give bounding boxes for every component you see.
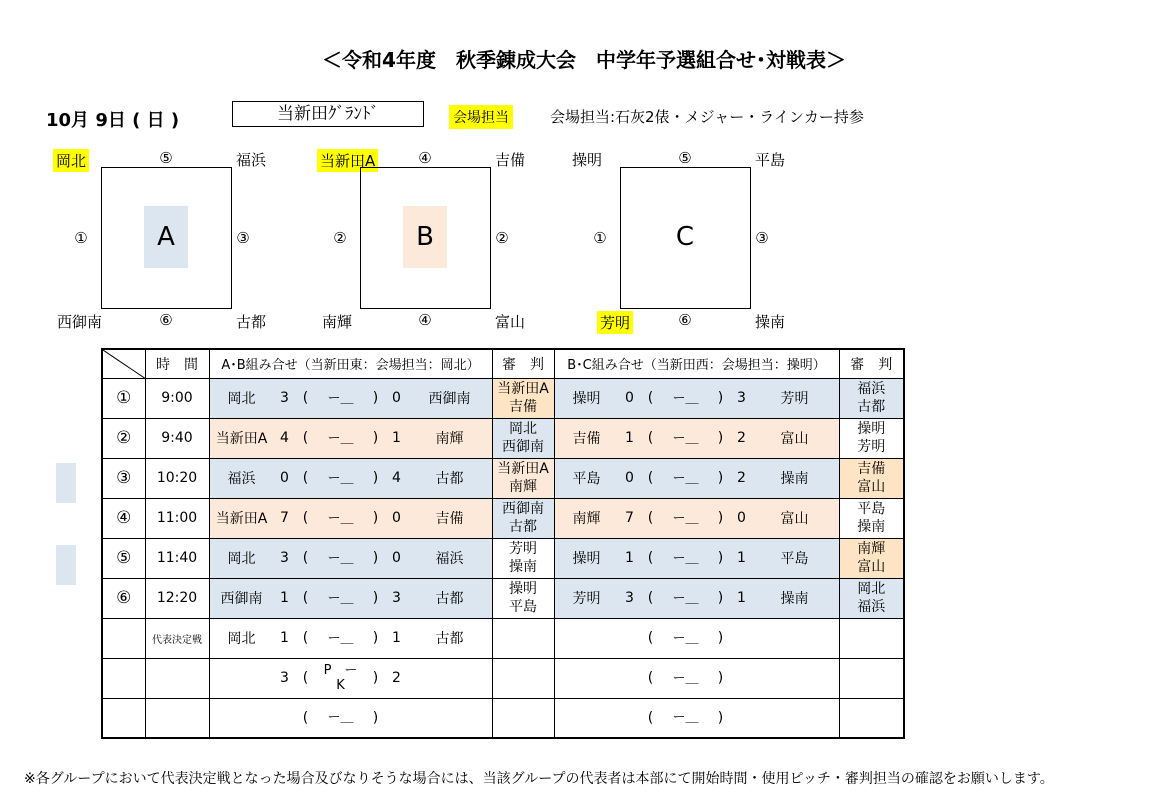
team-2: 南輝 <box>435 431 464 447</box>
team-1: 当新田A <box>215 431 268 447</box>
pk-bottom: ＿ <box>685 710 699 726</box>
team-1: 福浜 <box>227 471 256 487</box>
team-2: 古都 <box>435 591 464 607</box>
paren-close: ) <box>372 590 379 606</box>
match-cell <box>209 618 492 658</box>
pk-bottom: ＿ <box>685 550 699 566</box>
pk-score <box>661 471 711 486</box>
header-time: 時 間 <box>145 349 209 378</box>
paren-close: ) <box>372 630 379 646</box>
paren-open: ( <box>302 550 309 566</box>
score-2: 1 <box>737 590 746 606</box>
match-cell <box>554 658 839 698</box>
paren-open: ( <box>647 510 654 526</box>
team-2: 古都 <box>435 631 464 647</box>
pk-bottom: ＿ <box>685 390 699 406</box>
venue-name: 当新田ｸﾞﾗﾝﾄﾞ <box>232 101 424 127</box>
team-2: 平島 <box>780 551 809 567</box>
match-cell <box>209 458 492 498</box>
pk-score <box>316 591 366 606</box>
referee-team: 芳明 <box>509 541 537 557</box>
pk-score <box>661 710 711 725</box>
score-2: 0 <box>737 510 746 526</box>
match-cell <box>554 538 839 578</box>
match-no <box>102 658 145 698</box>
paren-close: ) <box>372 670 379 686</box>
score-1: 3 <box>280 550 289 566</box>
team-1: 平島 <box>572 471 601 487</box>
score-1: 3 <box>280 390 289 406</box>
match-cell <box>209 498 492 538</box>
pk-bottom: ＿ <box>685 470 699 486</box>
group-corner-label: 富山 <box>495 313 526 331</box>
referee-cell <box>492 378 554 418</box>
referee-team: 西御南 <box>502 439 544 455</box>
team-2: 操南 <box>780 591 809 607</box>
team-1: 当新田A <box>215 511 268 527</box>
pk-score <box>661 631 711 646</box>
paren-close: ) <box>372 390 379 406</box>
team-1: 岡北 <box>227 631 256 647</box>
group-corner-label: 福浜 <box>236 151 267 169</box>
paren-open: ( <box>647 630 654 646</box>
pk-top: P ー K <box>323 663 371 693</box>
score-2: 1 <box>392 630 401 646</box>
pk-top: ー <box>327 510 341 526</box>
corner-cell <box>102 349 145 378</box>
paren-close: ) <box>372 510 379 526</box>
paren-open: ( <box>647 390 654 406</box>
header-ab: A･B組み合せ（当新田東：会場担当：岡北） <box>209 349 492 378</box>
header-ref1: 審 判 <box>492 349 554 378</box>
match-time <box>145 698 209 738</box>
match-cell <box>554 498 839 538</box>
paren-open: ( <box>302 510 309 526</box>
pk-top: ー <box>672 590 686 606</box>
team-1: 岡北 <box>227 551 256 567</box>
pk-score <box>316 471 366 486</box>
match-cell <box>554 698 839 738</box>
group-match-number: ④ <box>418 149 432 167</box>
paren-close: ) <box>717 709 724 726</box>
match-time: 10:20 <box>145 458 209 498</box>
pk-score <box>316 431 366 446</box>
match-cell <box>554 578 839 618</box>
match-no <box>102 698 145 738</box>
match-cell <box>209 418 492 458</box>
match-no: ④ <box>102 498 145 538</box>
referee-cell <box>492 578 554 618</box>
team-2: 芳明 <box>780 391 809 407</box>
pk-top: ー <box>672 550 686 566</box>
table-row <box>102 538 904 578</box>
score-1: 1 <box>280 590 289 606</box>
pk-bottom: ＿ <box>340 550 354 566</box>
pk-top: ー <box>327 710 341 726</box>
group-corner-label: 南輝 <box>322 313 353 331</box>
pk-top: ー <box>327 630 341 646</box>
referee-cell <box>492 538 554 578</box>
score-2: 2 <box>392 670 401 686</box>
match-cell <box>209 378 492 418</box>
referee-team: 芳明 <box>857 439 886 455</box>
score-2: 1 <box>392 430 401 446</box>
referee-team: 操南 <box>857 519 886 535</box>
team-2: 西御南 <box>428 391 471 407</box>
group-match-number: ④ <box>418 311 432 329</box>
paren-close: ) <box>717 510 724 526</box>
match-cell <box>209 698 492 738</box>
referee-team: 岡北 <box>857 581 886 597</box>
match-cell <box>209 538 492 578</box>
pk-score <box>661 511 711 526</box>
score-1: 1 <box>625 550 634 566</box>
referee-team: 吉備 <box>509 399 537 415</box>
referee-team: 岡北 <box>509 421 537 437</box>
score-1: 1 <box>625 430 634 446</box>
paren-open: ( <box>302 709 309 726</box>
pk-top: ー <box>672 630 686 646</box>
paren-open: ( <box>647 470 654 486</box>
referee-team: 富山 <box>857 559 886 575</box>
pk-score <box>661 591 711 606</box>
referee-team: 操明 <box>509 581 537 597</box>
schedule-table <box>101 348 905 739</box>
referee-team: 吉備 <box>857 461 886 477</box>
paren-close: ) <box>717 590 724 606</box>
referee-cell <box>839 578 904 618</box>
match-cell <box>554 418 839 458</box>
referee-cell <box>839 698 904 738</box>
score-2: 1 <box>737 550 746 566</box>
paren-close: ) <box>717 470 724 486</box>
pk-bottom: ＿ <box>340 510 354 526</box>
pk-bottom: ＿ <box>340 430 354 446</box>
pk-score <box>661 671 711 686</box>
pk-score <box>661 431 711 446</box>
match-no: ② <box>102 418 145 458</box>
score-2: 3 <box>737 390 746 406</box>
pk-top: ー <box>327 470 341 486</box>
group-corner-label: 吉備 <box>495 151 526 169</box>
score-1: 3 <box>280 670 289 686</box>
team-2: 富山 <box>780 511 809 527</box>
pk-bottom: ＿ <box>340 710 354 726</box>
score-1: 3 <box>625 590 634 606</box>
pk-top: ー <box>327 550 341 566</box>
pk-bottom: ＿ <box>685 590 699 606</box>
team-2: 富山 <box>780 431 809 447</box>
match-cell <box>554 458 839 498</box>
page-title: ＜令和4年度 秋季錬成大会 中学年予選組合せ･対戦表＞ <box>322 48 846 72</box>
referee-cell <box>492 418 554 458</box>
referee-team: 福浜 <box>857 599 886 615</box>
group-match-number: ⑤ <box>678 149 692 167</box>
paren-close: ) <box>717 390 724 406</box>
referee-team: 南輝 <box>857 541 886 557</box>
venue-tag: 会場担当 <box>449 105 513 129</box>
referee-cell <box>492 698 554 738</box>
paren-open: ( <box>647 709 654 726</box>
group-match-number: ② <box>495 229 509 247</box>
match-time: 12:20 <box>145 578 209 618</box>
score-2: 0 <box>392 550 401 566</box>
referee-team: 福浜 <box>857 381 886 397</box>
group-corner-label: 芳明 <box>597 311 633 334</box>
group-match-number: ③ <box>755 229 769 247</box>
referee-cell <box>839 498 904 538</box>
pk-top: ー <box>672 470 686 486</box>
match-cell <box>554 378 839 418</box>
referee-cell <box>492 458 554 498</box>
paren-close: ) <box>717 630 724 646</box>
group-corner-label: 岡北 <box>53 149 89 172</box>
match-no: ③ <box>102 458 145 498</box>
group-corner-label: 当新田A <box>317 149 378 172</box>
paren-close: ) <box>372 430 379 446</box>
score-1: 0 <box>280 470 289 486</box>
referee-cell <box>839 458 904 498</box>
table-row <box>102 658 904 698</box>
referee-cell <box>839 538 904 578</box>
group-match-number: ⑥ <box>159 311 173 329</box>
pk-bottom: ＿ <box>340 590 354 606</box>
header-bc: B･C組み合せ（当新田西：会場担当：操明） <box>554 349 839 378</box>
pk-score <box>661 391 711 406</box>
side-marker <box>56 463 76 503</box>
group-letter: C <box>663 206 707 268</box>
match-no <box>102 618 145 658</box>
group-match-number: ① <box>593 229 607 247</box>
pk-score <box>661 551 711 566</box>
paren-open: ( <box>302 630 309 646</box>
paren-open: ( <box>302 590 309 606</box>
referee-team: 操南 <box>509 559 537 575</box>
pk-top: ー <box>327 430 341 446</box>
score-2: 2 <box>737 470 746 486</box>
paren-close: ) <box>372 709 379 726</box>
pk-score <box>316 511 366 526</box>
score-1: 7 <box>625 510 634 526</box>
pk-bottom: ＿ <box>685 430 699 446</box>
referee-team: 古都 <box>509 519 537 535</box>
team-1: 芳明 <box>572 591 601 607</box>
footnote: ※各グループにおいて代表決定戦となった場合及びなりそうな場合には、当該グループの代表者は本部にて開始時間・使用ピッチ・審判担当の確認をお願いします。 <box>24 771 1054 787</box>
group-letter: A <box>144 206 188 268</box>
paren-close: ) <box>717 430 724 446</box>
pk-bottom: ＿ <box>685 510 699 526</box>
referee-cell <box>492 658 554 698</box>
group-match-number: ⑥ <box>678 311 692 329</box>
pk-bottom: ＿ <box>685 670 699 686</box>
header-row <box>102 349 904 378</box>
pk-top: ー <box>672 430 686 446</box>
referee-team: 古都 <box>857 399 886 415</box>
pk-score <box>316 631 366 646</box>
score-1: 0 <box>625 390 634 406</box>
match-cell <box>209 578 492 618</box>
pk-bottom: ＿ <box>340 390 354 406</box>
team-1: 西御南 <box>220 591 263 607</box>
paren-open: ( <box>647 670 654 686</box>
referee-cell <box>839 418 904 458</box>
referee-team: 当新田A <box>497 381 549 397</box>
header-ref2: 審 判 <box>839 349 904 378</box>
venue-note: 会場担当:石灰2俵・メジャー・ラインカー持参 <box>550 108 864 126</box>
table-row <box>102 498 904 538</box>
group-match-number: ⑤ <box>159 149 173 167</box>
match-no: ⑤ <box>102 538 145 578</box>
referee-cell <box>839 658 904 698</box>
match-no: ① <box>102 378 145 418</box>
paren-close: ) <box>717 670 724 686</box>
team-2: 福浜 <box>435 551 464 567</box>
referee-team: 富山 <box>857 479 886 495</box>
pk-bottom: ＿ <box>685 630 699 646</box>
match-time: 11:00 <box>145 498 209 538</box>
paren-close: ) <box>372 470 379 486</box>
paren-open: ( <box>302 470 309 486</box>
referee-team: 操明 <box>857 421 886 437</box>
paren-open: ( <box>302 390 309 406</box>
group-corner-label: 西御南 <box>57 313 103 331</box>
pk-bottom: ＿ <box>340 630 354 646</box>
pk-bottom: ＿ <box>340 470 354 486</box>
referee-team: 平島 <box>857 501 886 517</box>
team-2: 古都 <box>435 471 464 487</box>
match-cell <box>554 618 839 658</box>
paren-open: ( <box>302 430 309 446</box>
match-time: 11:40 <box>145 538 209 578</box>
pk-top: ー <box>672 390 686 406</box>
score-2: 0 <box>392 390 401 406</box>
paren-open: ( <box>647 430 654 446</box>
paren-close: ) <box>372 550 379 566</box>
team-1: 操明 <box>572 391 601 407</box>
pk-score <box>316 391 366 406</box>
score-1: 7 <box>280 510 289 526</box>
score-1: 1 <box>280 630 289 646</box>
table-row <box>102 618 904 658</box>
pk-top: ー <box>672 510 686 526</box>
group-corner-label: 古都 <box>236 313 267 331</box>
pk-top: ー <box>672 710 686 726</box>
group-match-number: ① <box>74 229 88 247</box>
score-2: 0 <box>392 510 401 526</box>
pk-top: ー <box>327 590 341 606</box>
match-cell <box>209 658 492 698</box>
group-letter: B <box>403 206 447 268</box>
score-2: 2 <box>737 430 746 446</box>
score-2: 3 <box>392 590 401 606</box>
team-1: 吉備 <box>572 431 601 447</box>
team-2: 操南 <box>780 471 809 487</box>
match-time: 9:40 <box>145 418 209 458</box>
referee-team: 当新田A <box>497 461 549 477</box>
referee-team: 西御南 <box>502 501 544 517</box>
pk-top: ー <box>672 670 686 686</box>
pk-score <box>316 710 366 725</box>
group-match-number: ② <box>333 229 347 247</box>
referee-cell <box>492 498 554 538</box>
referee-cell <box>492 618 554 658</box>
match-time: 9:00 <box>145 378 209 418</box>
team-1: 南輝 <box>572 511 601 527</box>
table-row <box>102 378 904 418</box>
paren-open: ( <box>302 670 309 686</box>
referee-cell <box>839 618 904 658</box>
referee-cell <box>839 378 904 418</box>
paren-open: ( <box>647 590 654 606</box>
side-marker <box>56 545 76 585</box>
group-corner-label: 平島 <box>755 151 786 169</box>
pk-score <box>316 551 366 566</box>
score-2: 4 <box>392 470 401 486</box>
referee-team: 平島 <box>509 599 537 615</box>
table-row <box>102 418 904 458</box>
team-2: 吉備 <box>435 511 464 527</box>
team-1: 操明 <box>572 551 601 567</box>
table-row <box>102 698 904 738</box>
match-time: 代表決定戦 <box>145 618 209 658</box>
group-match-number: ③ <box>236 229 250 247</box>
table-row <box>102 578 904 618</box>
paren-open: ( <box>647 550 654 566</box>
match-no: ⑥ <box>102 578 145 618</box>
pk-score <box>316 663 371 693</box>
score-1: 4 <box>280 430 289 446</box>
paren-close: ) <box>717 550 724 566</box>
match-date: 10月 9日 ( 日 ) <box>46 110 180 131</box>
group-corner-label: 操南 <box>755 313 786 331</box>
score-1: 0 <box>625 470 634 486</box>
table-row <box>102 458 904 498</box>
match-time <box>145 658 209 698</box>
pk-top: ー <box>327 390 341 406</box>
referee-team: 南輝 <box>509 479 537 495</box>
group-corner-label: 操明 <box>572 151 603 169</box>
team-1: 岡北 <box>227 391 256 407</box>
